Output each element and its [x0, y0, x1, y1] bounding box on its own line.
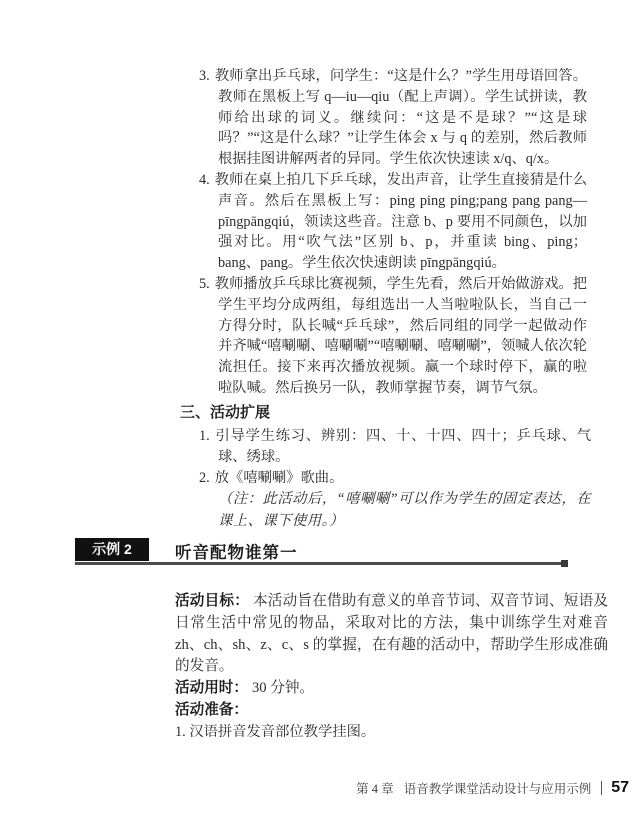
- item-number: 1.: [199, 428, 210, 444]
- extension-item-2: [199, 468, 591, 489]
- activity-details: [175, 591, 608, 744]
- step-number: 4.: [199, 171, 210, 188]
- banner-rule: [75, 562, 563, 565]
- footer-separator-bar: [601, 781, 602, 795]
- step-item-5: [199, 274, 587, 399]
- prep-item-number: 1.: [175, 723, 186, 740]
- extension-item-1: [199, 426, 591, 468]
- banner-rule-dot: [561, 560, 568, 567]
- extension-list: [199, 426, 591, 532]
- item-text: 放《嘻唰唰》歌曲。: [214, 470, 344, 486]
- footer-chapter: 第 4 章: [356, 782, 394, 796]
- page-footer: [356, 779, 629, 797]
- step-number: 3.: [199, 68, 210, 84]
- step-text: 教师拿出乒乓球，问学生：“这是什么？”学生用母语回答。教师在黑板上写 q—iu—qiu（配上声调）。学生试拼读，教师给出球的词义。继续问：“这是不是球？”“这是球吗？”“这是什么球？”让学生体会 x 与 q 的差别，然后教师根据挂图讲解两者的异同。学生依次快速读 x/q、q/x。: [214, 68, 587, 168]
- time-label: 活动用时：: [175, 680, 248, 697]
- activity-prep: [175, 700, 608, 722]
- prep-item-text: 汉语拼音发音部位教学挂图。: [189, 723, 376, 740]
- step-text: 教师播放乒乓球比赛视频，学生先看，然后开始做游戏。把学生平均分成两组，每组选出一人当啦啦队长，当自己一方得分时，队长喊“乒乓球”，然后同组的同学一起做动作并齐喊“嘻唰唰、嘻唰唰”“嘻唰唰、嘻唰唰”，领喊人依次轮流担任。接下来再次播放视频。赢一个球时停下，赢的啦啦队喊。然后换另一队，教师掌握节奏，调节气氛。: [214, 275, 587, 396]
- prep-label: 活动准备：: [175, 701, 248, 718]
- step-item-4: [199, 170, 587, 274]
- item-text: 引导学生练习、辨别：四、十、十四、四十；乒乓球、气球、绣球。: [214, 428, 591, 465]
- numbered-steps-list: [199, 66, 587, 399]
- goal-label: 活动目标：: [175, 593, 249, 609]
- page-number: 57: [611, 779, 629, 796]
- goal-text: 本活动旨在借助有意义的单音节词、双音节词、短语及日常生活中常见的物品，采取对比的方法，集中训练学生对难音 zh、ch、sh、z、c、s 的掌握，在有趣的活动中，帮助学生形成准确的发音。: [175, 593, 608, 675]
- step-number: 5.: [199, 275, 210, 292]
- prep-item-1: [175, 722, 608, 744]
- example-badge: 示例 2: [75, 538, 149, 561]
- section-heading-activity-extension: 三、活动扩展: [180, 404, 271, 421]
- extension-note: （注：此活动后，“嘻唰唰”可以作为学生的固定表达，在课上、课下使用。）: [218, 491, 591, 529]
- item-number: 2.: [199, 470, 210, 486]
- example-title: 听音配物谁第一: [175, 544, 298, 562]
- footer-running-title: 语音教学课堂活动设计与应用示例: [403, 782, 592, 796]
- time-text: 30 分钟。: [251, 680, 315, 697]
- activity-time: [175, 678, 608, 700]
- activity-goal: [175, 591, 608, 678]
- step-text: 教师在桌上拍几下乒乓球，发出声音，让学生直接猜是什么声音。然后在黑板上写：ping ping ping;pang pang pang—pīngpāngqiú，领读这些音。注意 b、p 要用不同颜色，以加强对比。用“吹气法”区别 b、p，并重读 bing、ping；bang、pang。学生依次快速朗读 pīngpāngqiú。: [214, 171, 587, 272]
- step-item-3: [199, 66, 587, 170]
- example-2-banner: [75, 538, 575, 570]
